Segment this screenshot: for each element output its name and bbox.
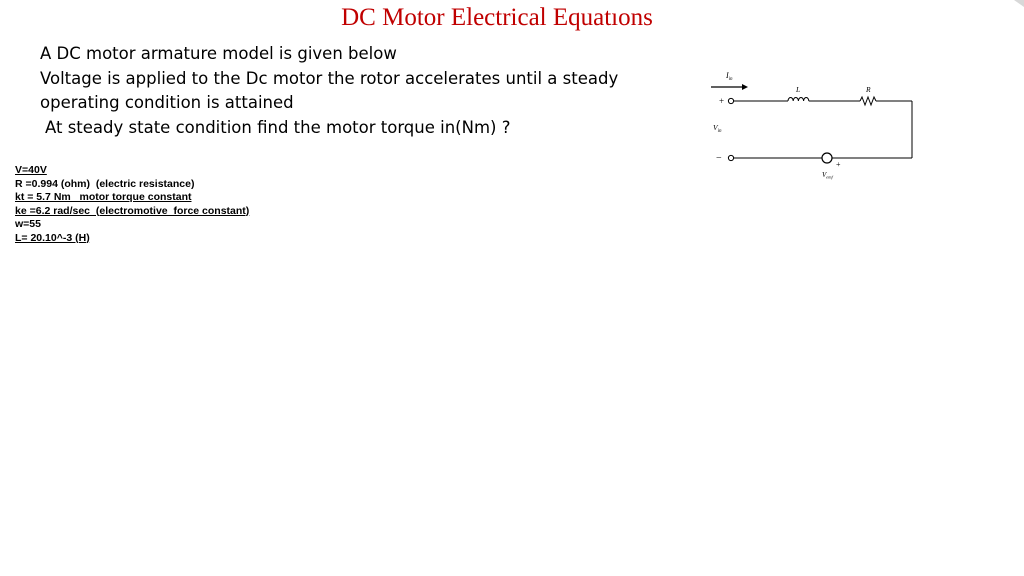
statement-question: At steady state condition find the motor torque in(Nm) ?	[45, 117, 511, 137]
emf-label: $V_{emf}$	[822, 171, 833, 180]
resistor-zigzag	[860, 97, 876, 105]
param-inductance: L= 20.10^-3 (H)	[15, 231, 90, 244]
inductor-label: L	[796, 85, 801, 94]
param-resistance: R =0.994 (ohm) (electric resistance)	[15, 177, 195, 190]
back-emf-source	[822, 153, 832, 163]
armature-circuit-diagram	[700, 62, 922, 190]
bottom-terminal	[728, 155, 733, 160]
terminal-minus-label: −	[716, 153, 722, 164]
param-speed: w=55	[15, 218, 41, 230]
vin-label: $V_{in}$	[713, 123, 722, 134]
current-arrow-icon	[711, 84, 748, 90]
emf-plus-label: +	[836, 160, 841, 169]
corner-mark	[1014, 0, 1024, 7]
param-voltage: V=40V	[15, 164, 47, 176]
statement-line-1: A DC motor armature model is given below	[40, 44, 397, 63]
param-emf-constant: ke =6.2 rad/sec (electromotive force constant)	[15, 204, 250, 217]
top-terminal	[728, 98, 733, 103]
inductor-coil	[788, 98, 809, 102]
statement-line-3: operating condition is attained	[40, 93, 294, 112]
slide-title: DC Motor Electrical Equatıons	[341, 4, 653, 31]
param-torque-constant: kt = 5.7 Nm motor torque constant	[15, 191, 192, 203]
problem-statement	[40, 42, 680, 140]
current-label: $I_{in}$	[726, 71, 733, 82]
resistor-label: R	[866, 85, 871, 94]
statement-line-2: Voltage is applied to the Dc motor the rotor accelerates until a steady	[40, 68, 619, 88]
given-parameters	[15, 164, 249, 245]
terminal-plus-label: +	[719, 96, 725, 106]
